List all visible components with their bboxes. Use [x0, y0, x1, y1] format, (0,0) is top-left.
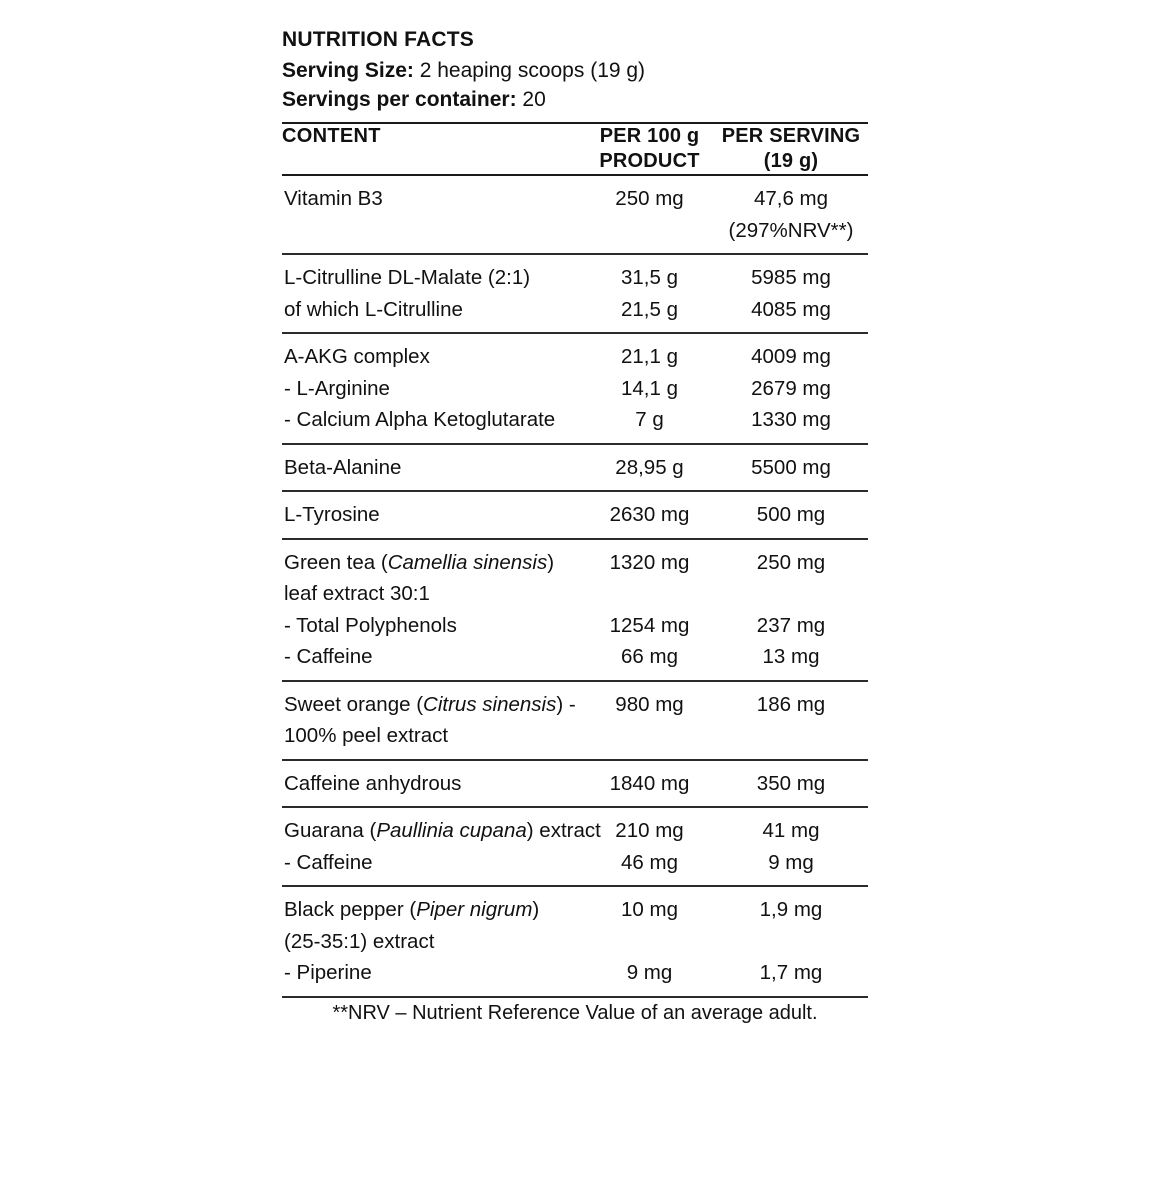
table-row [282, 808, 868, 847]
page-title: NUTRITION FACTS [282, 28, 474, 51]
footnote-row [282, 998, 868, 1028]
table-row [282, 926, 868, 958]
row-value-per-100g: 1254 mg [609, 613, 690, 637]
row-value-per-serving: 1,7 mg [759, 961, 823, 984]
table-row [282, 847, 868, 886]
table-row [282, 682, 868, 721]
row-label-scientific-name: Paullinia cupana [376, 819, 527, 842]
serving-size-value: 2 heaping scoops (19 g) [419, 59, 646, 82]
table-row [282, 404, 868, 443]
row-value-per-serving: 186 mg [756, 692, 826, 716]
row-value-per-100g: 980 mg [615, 692, 684, 716]
row-label-suffix: ) [532, 898, 540, 921]
row-value-per-serving: 5500 mg [751, 455, 831, 479]
row-value-per-100g: 14,1 g [621, 376, 678, 400]
table-group [282, 176, 868, 253]
servings-per-container-line [282, 85, 868, 114]
table-row [282, 761, 868, 807]
row-value-per-100g: 66 mg [621, 645, 678, 668]
row-label-scientific-name: Camellia sinensis [387, 550, 548, 574]
row-label-prefix: Green tea ( [284, 550, 388, 574]
table-group [282, 334, 868, 443]
table-group [282, 492, 868, 538]
table-row [282, 641, 868, 680]
row-value-per-100g [585, 926, 714, 958]
row-value-per-serving-line2: (297%NRV**) [728, 218, 854, 242]
row-label-suffix: ) [547, 550, 555, 574]
table-group [282, 887, 868, 996]
row-label: A-AKG complex [284, 345, 430, 368]
table-group [282, 808, 868, 885]
row-value-per-serving: 4009 mg [751, 345, 831, 368]
table-header-row [282, 124, 868, 174]
row-label: L-Citrulline DL-Malate (2:1) [284, 266, 531, 289]
row-value-per-100g [585, 578, 714, 610]
table-row [282, 578, 868, 610]
row-label: - L-Arginine [284, 376, 390, 400]
table-row [282, 887, 868, 926]
row-value-per-serving: 1,9 mg [759, 898, 823, 921]
row-label: Caffeine anhydrous [284, 771, 462, 795]
row-label: - Calcium Alpha Ketoglutarate [284, 408, 556, 431]
row-value-per-serving: 250 mg [756, 550, 826, 574]
table-row [282, 720, 868, 759]
row-label [282, 682, 585, 721]
row-label [282, 887, 585, 926]
row-value-per-serving-line1: 47,6 mg [753, 187, 829, 210]
table-row [282, 957, 868, 996]
table-header [282, 124, 868, 176]
row-value-per-serving: 13 mg [762, 645, 820, 668]
row-label: L-Tyrosine [284, 503, 380, 526]
servings-per-container-value: 20 [522, 88, 546, 111]
row-label-prefix: Black pepper ( [284, 898, 417, 921]
row-value-per-serving: 5985 mg [751, 266, 831, 289]
table-row [282, 492, 868, 538]
column-header-content: CONTENT [282, 125, 381, 147]
row-value-per-100g: 21,1 g [621, 345, 678, 368]
table-group [282, 255, 868, 332]
table-group [282, 761, 868, 807]
row-value-per-100g [585, 720, 714, 759]
serving-size-label: Serving Size: [282, 59, 414, 82]
row-label: leaf extract 30:1 [284, 582, 430, 605]
column-header-per-serving-line1: PER SERVING [721, 125, 861, 147]
row-value-per-100g: 46 mg [621, 850, 678, 874]
row-label: of which L-Citrulline [284, 297, 463, 321]
nutrition-table [282, 124, 868, 1028]
row-value-per-serving [714, 926, 868, 958]
footnote-text: **NRV – Nutrient Reference Value of an average adult. [332, 1001, 818, 1024]
table-footer [282, 998, 868, 1028]
row-value-per-serving: 500 mg [756, 503, 826, 526]
row-value-per-100g: 28,95 g [615, 455, 684, 479]
table-row [282, 255, 868, 294]
nutrition-facts-panel [282, 26, 868, 1028]
row-label: (25-35:1) extract [284, 929, 435, 953]
table-row [282, 445, 868, 491]
table-group [282, 445, 868, 491]
column-header-per-serving [714, 124, 868, 174]
row-value-per-100g: 9 mg [626, 961, 673, 984]
row-value-per-100g: 250 mg [615, 187, 684, 210]
row-value-per-100g: 21,5 g [621, 297, 678, 321]
row-label: Beta-Alanine [284, 455, 402, 479]
row-label-scientific-name: Citrus sinensis [423, 692, 557, 716]
column-header-per-100g-line2: PRODUCT [599, 150, 700, 172]
row-label-suffix: ) extract [526, 819, 601, 842]
table-row [282, 373, 868, 405]
row-label: - Caffeine [284, 850, 373, 874]
row-label: - Caffeine [284, 645, 373, 668]
row-value-per-serving: 1330 mg [751, 408, 831, 431]
row-value-per-serving [714, 578, 868, 610]
table-row [282, 176, 868, 253]
row-value-per-100g: 10 mg [621, 898, 678, 921]
row-value-per-100g: 1320 mg [609, 550, 690, 574]
row-label [282, 540, 585, 579]
row-value-per-serving [714, 176, 868, 253]
row-value-per-100g: 2630 mg [609, 503, 690, 526]
column-header-per-100g-line1: PER 100 g [599, 125, 700, 147]
column-header-per-serving-line2: (19 g) [763, 150, 819, 172]
row-label-scientific-name: Piper nigrum [416, 898, 533, 921]
row-value-per-serving: 350 mg [756, 771, 826, 795]
row-value-per-serving: 237 mg [756, 613, 826, 637]
table-row [282, 294, 868, 333]
row-value-per-serving: 4085 mg [751, 297, 831, 321]
row-value-per-100g: 210 mg [615, 819, 684, 842]
row-label [282, 808, 601, 847]
row-label-prefix: Guarana ( [284, 819, 377, 842]
row-value-per-100g: 31,5 g [621, 266, 678, 289]
row-label: Vitamin B3 [284, 187, 383, 210]
table-group [282, 682, 868, 759]
row-label-suffix: ) - [556, 692, 576, 716]
row-value-per-100g: 7 g [635, 408, 664, 431]
table-row [282, 334, 868, 373]
row-label: - Total Polyphenols [284, 613, 457, 637]
row-label-prefix: Sweet orange ( [284, 692, 424, 716]
row-value-per-serving [714, 720, 868, 759]
row-value-per-serving: 9 mg [768, 850, 814, 874]
row-value-per-serving: 41 mg [762, 819, 820, 842]
row-label: 100% peel extract [284, 724, 449, 747]
column-header-per-100g [585, 124, 714, 174]
table-group [282, 540, 868, 680]
servings-per-container-label: Servings per container: [282, 88, 517, 111]
table-row [282, 540, 868, 579]
row-value-per-serving: 2679 mg [751, 376, 831, 400]
row-value-per-100g: 1840 mg [609, 771, 690, 795]
serving-size-line [282, 56, 868, 85]
row-label: - Piperine [284, 961, 372, 984]
table-row [282, 610, 868, 642]
